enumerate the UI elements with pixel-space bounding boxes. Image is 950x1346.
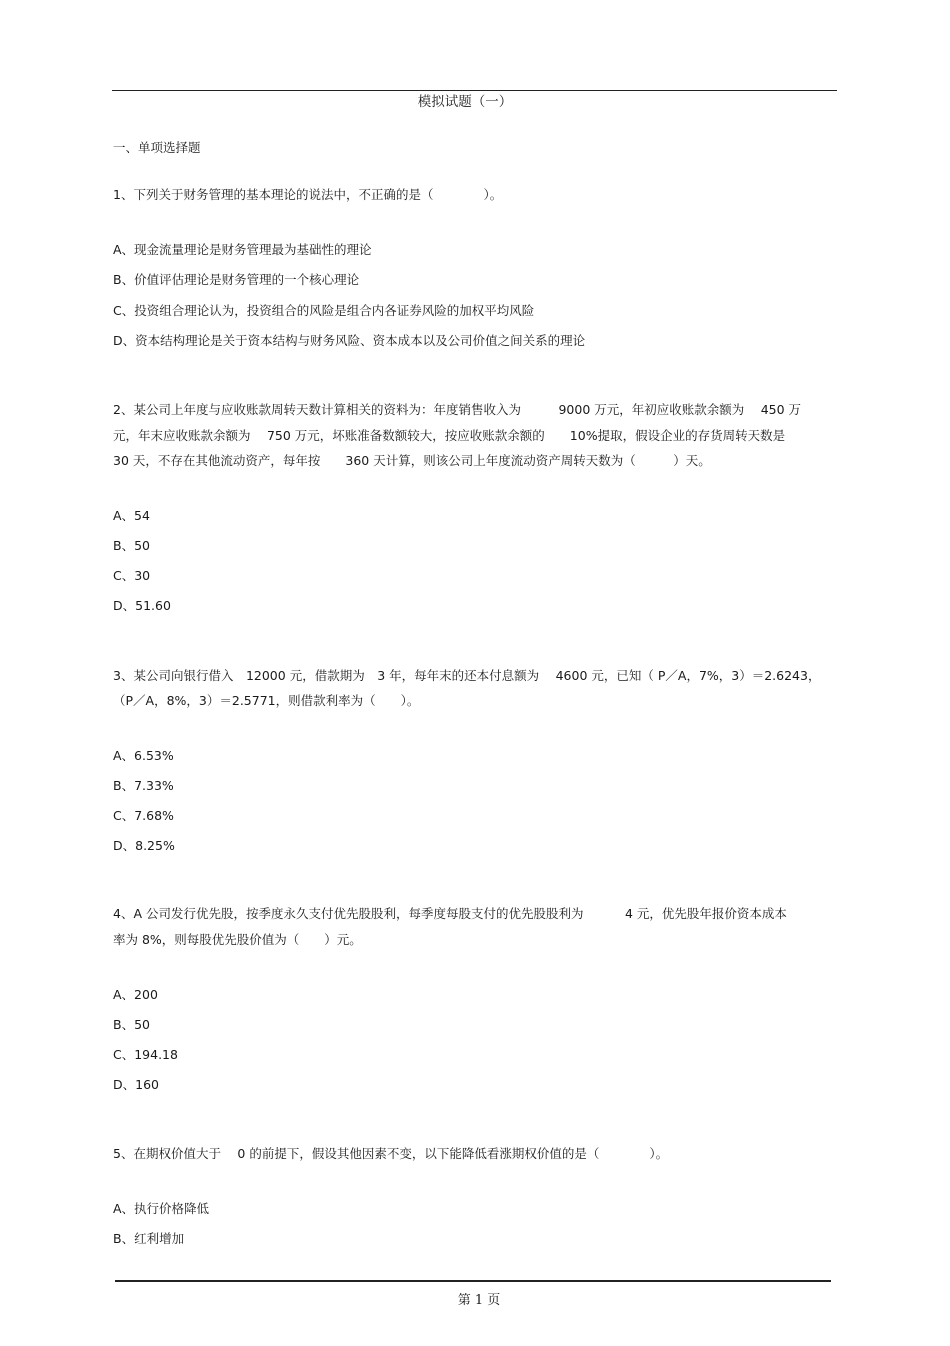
question-2-option-c: C、30: [113, 568, 151, 583]
question-5-option-b: B、红利增加: [113, 1231, 185, 1246]
question-2-option-b: B、50: [113, 538, 150, 553]
question-3-line-2: （P／A，8%，3）＝2.5771，则借款利率为（ ）。: [113, 693, 420, 708]
section-heading: 一、单项选择题: [113, 140, 201, 155]
question-4-option-d: D、160: [113, 1077, 159, 1092]
page-title: 模拟试题（一）: [417, 94, 513, 110]
question-4-line-1: 4、A 公司发行优先股，按季度永久支付优先股股利，每季度每股支付的优先股股利为 4 元，优先股年报价资本成本: [113, 906, 787, 921]
question-3-line-1: 3、某公司向银行借入 12000 元，借款期为 3 年，每年末的还本付息额为 4600 元，已知（ P／A，7%，3）＝2.6243，: [113, 668, 821, 683]
question-1-option-c: C、投资组合理论认为，投资组合的风险是组合内各证券风险的加权平均风险: [113, 303, 535, 318]
question-4-option-b: B、50: [113, 1017, 150, 1032]
question-1-line-1: 1、下列关于财务管理的基本理论的说法中，不正确的是（ ）。: [113, 187, 503, 202]
question-2-option-a: A、54: [113, 508, 150, 523]
page-number: 第 1 页: [457, 1293, 501, 1308]
question-2-line-3: 30 天，不存在其他流动资产，每年按 360 天计算，则该公司上年度流动资产周转天数为（ ）天。: [113, 453, 711, 468]
question-5-option-a: A、执行价格降低: [113, 1201, 210, 1216]
question-4-line-2: 率为 8%，则每股优先股价值为（ ）元。: [113, 932, 362, 947]
question-3-option-a: A、6.53%: [113, 748, 174, 763]
question-3-option-c: C、7.68%: [113, 808, 174, 823]
header-rule: [112, 90, 837, 91]
question-1-option-a: A、现金流量理论是财务管理最为基础性的理论: [113, 242, 372, 257]
question-1-option-b: B、价值评估理论是财务管理的一个核心理论: [113, 272, 360, 287]
question-4-option-c: C、194.18: [113, 1047, 178, 1062]
question-2-option-d: D、51.60: [113, 598, 171, 613]
footer-rule: [115, 1280, 831, 1282]
question-3-option-b: B、7.33%: [113, 778, 174, 793]
question-2-line-1: 2、某公司上年度与应收账款周转天数计算相关的资料为：年度销售收入为 9000 万元，年初应收账款余额为 450 万: [113, 402, 802, 417]
question-4-option-a: A、200: [113, 987, 158, 1002]
question-1-option-d: D、资本结构理论是关于资本结构与财务风险、资本成本以及公司价值之间关系的理论: [113, 333, 586, 348]
question-2-line-2: 元，年末应收账款余额为 750 万元，坏账准备数额较大，按应收账款余额的 10%提取，假设企业的存货周转天数是: [113, 428, 786, 443]
question-3-option-d: D、8.25%: [113, 838, 175, 853]
question-5-line-1: 5、在期权价值大于 0 的前提下，假设其他因素不变，以下能降低看涨期权价值的是（ ）。: [113, 1146, 669, 1161]
